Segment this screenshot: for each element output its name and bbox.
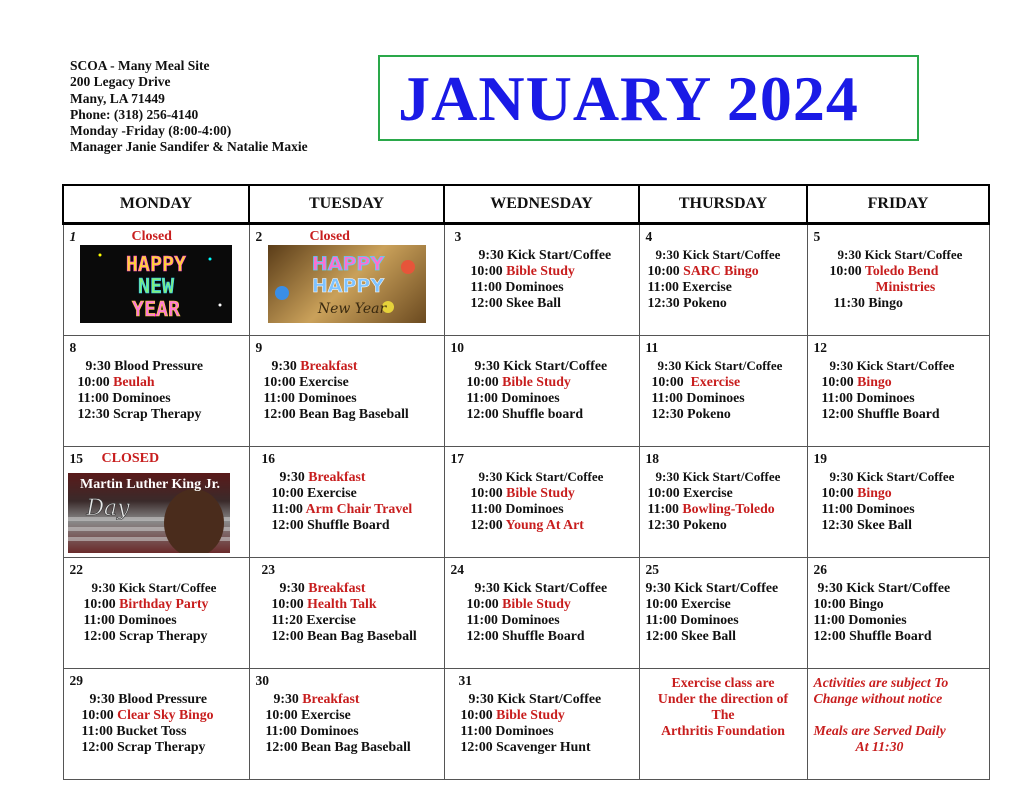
note-line: Exercise class are: [671, 675, 775, 690]
day-number: 2: [255, 229, 263, 244]
day-number: 12: [813, 340, 827, 355]
event-line: 12:00 Young At Art: [470, 517, 584, 532]
event-highlight: Bible Study: [506, 263, 575, 278]
note-line: Under the direction of: [657, 691, 789, 706]
day-number: 24: [450, 562, 464, 577]
weekday-thursday: THURSDAY: [639, 185, 807, 224]
event-highlight: Clear Sky Bingo: [117, 707, 214, 722]
event-line: 11:00 Bowling-Toledo: [647, 501, 775, 516]
note-line: The: [711, 707, 735, 722]
event-highlight: Bible Study: [502, 374, 571, 389]
event-line: 9:30 Breakfast: [273, 691, 360, 706]
day-cell: [639, 558, 807, 669]
event-line: 12:00 Shuffle Board: [821, 406, 940, 421]
event-line: 9:30 Kick Start/Coffee: [829, 469, 955, 484]
happy-new-year-image: [80, 245, 232, 323]
event-line: 9:30 Breakfast: [271, 358, 358, 373]
closed-label: CLOSED: [101, 451, 160, 466]
day-cell: [639, 224, 807, 336]
image-text-line: NEW: [137, 274, 174, 298]
event-line: 11:00 Dominoes: [470, 501, 564, 516]
image-text-line: HAPPY: [125, 252, 186, 276]
event-line: 10:00 Clear Sky Bingo: [81, 707, 214, 722]
event-line: 12:00 Skee Ball: [470, 295, 561, 310]
event-highlight: Bingo: [857, 374, 892, 389]
mlk-day-image: [68, 473, 230, 553]
event-line: 10:00 Exercise: [647, 485, 733, 500]
event-line: 12:30 Skee Ball: [821, 517, 912, 532]
day-cell: [63, 558, 249, 669]
event-line: 12:00 Bean Bag Baseball: [265, 739, 411, 754]
site-city: Many, LA 71449: [70, 90, 165, 106]
event-line: 9:30 Kick Start/Coffee: [829, 358, 955, 373]
event-line: 11:00 Dominoes: [265, 723, 359, 738]
day-cell: [444, 669, 639, 780]
day-number: 16: [261, 451, 275, 466]
day-number: 11: [645, 340, 659, 355]
event-line: 11:00 Dominoes: [263, 390, 357, 405]
event-highlight: Beulah: [113, 374, 155, 389]
event-highlight: Bingo: [857, 485, 892, 500]
event-line: 12:00 Shuffle board: [466, 406, 584, 421]
closed-label: Closed: [131, 229, 172, 244]
event-line: 12:30 Pokeno: [651, 406, 731, 421]
note-line: Arthritis Foundation: [661, 723, 785, 738]
site-hours: Monday -Friday (8:00-4:00): [70, 123, 232, 139]
event-highlight: SARC Bingo: [683, 263, 759, 278]
event-line: 10:00 Bible Study: [460, 707, 565, 722]
event-line: 10:00 Bingo: [813, 596, 884, 611]
event-highlight: Toledo Bend: [864, 263, 939, 278]
event-line: 12:00 Shuffle Board: [813, 628, 932, 643]
event-line: 9:30 Kick Start/Coffee: [837, 247, 963, 262]
day-number: 3: [454, 229, 462, 244]
day-number: 1: [69, 229, 77, 244]
notes-cell: [807, 669, 989, 780]
event-line: 12:00 Bean Bag Baseball: [271, 628, 417, 643]
event-line: 10:00 Beulah: [77, 374, 155, 389]
event-line: 11:30 Bingo: [833, 295, 903, 310]
event-line: 11:00 Dominoes: [645, 612, 739, 627]
event-line: 12:30 Scrap Therapy: [77, 406, 202, 421]
day-number: 5: [813, 229, 821, 244]
fireworks-graphic: [80, 245, 232, 323]
event-line: 11:00 Arm Chair Travel: [271, 501, 413, 516]
event-line: 12:00 Skee Ball: [645, 628, 736, 643]
event-line: 12:00 Bean Bag Baseball: [263, 406, 409, 421]
event-highlight: Bible Study: [506, 485, 575, 500]
event-highlight: Arm Chair Travel: [305, 501, 413, 516]
day-number: 31: [458, 673, 472, 688]
event-line: 9:30 Kick Start/Coffee: [657, 358, 783, 373]
event-line: 9:30 Kick Start/Coffee: [478, 469, 604, 484]
event-line: 11:00 Dominoes: [821, 390, 915, 405]
site-address: 200 Legacy Drive: [70, 74, 171, 90]
event-highlight: Breakfast: [308, 580, 366, 595]
event-line: 11:00 Dominoes: [651, 390, 745, 405]
event-line: 10:00 Birthday Party: [83, 596, 209, 611]
event-line: 10:00 Health Talk: [271, 596, 377, 611]
event-line: 9:30 Blood Pressure: [89, 691, 208, 706]
day-cell: [444, 336, 639, 447]
day-number: 9: [255, 340, 263, 355]
weekday-friday: FRIDAY: [807, 185, 989, 224]
event-line: 9:30 Kick Start/Coffee: [91, 580, 217, 595]
event-line: 9:30 Kick Start/Coffee: [655, 247, 781, 262]
event-line: 11:00 Dominoes: [77, 390, 171, 405]
day-number: 29: [69, 673, 83, 688]
event-line: 10:00 Exercise: [651, 374, 741, 389]
event-highlight: Birthday Party: [119, 596, 209, 611]
day-cell: [639, 447, 807, 558]
note-line: At 11:30: [855, 739, 904, 754]
weekday-monday: MONDAY: [63, 185, 249, 224]
day-cell: [807, 336, 989, 447]
event-line: 10:00 Bible Study: [470, 485, 575, 500]
event-line: 10:00 Bingo: [821, 374, 892, 389]
image-text-line: New Year: [317, 301, 386, 317]
event-line: 10:00 Bible Study: [466, 374, 571, 389]
site-manager: Manager Janie Sandifer & Natalie Maxie: [70, 139, 308, 155]
day-cell: [63, 336, 249, 447]
exercise-note: [640, 675, 807, 739]
event-highlight: Health Talk: [307, 596, 377, 611]
day-number: 23: [261, 562, 275, 577]
day-cell: [249, 669, 444, 780]
event-line: 9:30 Blood Pressure: [85, 358, 204, 373]
day-cell: [444, 224, 639, 336]
day-number: 15: [69, 451, 83, 466]
event-line: 11:00 Bucket Toss: [81, 723, 187, 738]
day-cell: [63, 224, 249, 336]
day-number: 4: [645, 229, 653, 244]
event-line: 12:30 Pokeno: [647, 295, 727, 310]
event-line: 11:00 Domonies: [813, 612, 907, 627]
image-text-line: HAPPY: [311, 253, 384, 275]
week-row: [63, 336, 989, 447]
notes-cell: [639, 669, 807, 780]
day-cell: [249, 447, 444, 558]
event-highlight: Bible Study: [502, 596, 571, 611]
event-line: 11:00 Dominoes: [466, 390, 560, 405]
event-line: 11:00 Dominoes: [821, 501, 915, 516]
day-cell: [444, 447, 639, 558]
day-number: 19: [813, 451, 827, 466]
note-line: Activities are subject To: [813, 675, 949, 690]
note-line: Change without notice: [813, 691, 943, 706]
site-info: [70, 58, 308, 156]
image-text-line: HAPPY: [311, 275, 384, 297]
day-cell: [63, 669, 249, 780]
week-row: [63, 447, 989, 558]
page-title: JANUARY 2024: [398, 63, 859, 134]
weekday-tuesday: TUESDAY: [249, 185, 444, 224]
event-highlight: Breakfast: [300, 358, 358, 373]
weekday-header-row: [63, 185, 989, 224]
event-line: 10:00 Bible Study: [470, 263, 575, 278]
event-line: 9:30 Kick Start/Coffee: [655, 469, 781, 484]
day-cell: [249, 224, 444, 336]
event-line: 12:00 Shuffle Board: [271, 517, 390, 532]
week-row: [63, 669, 989, 780]
image-text-line: YEAR: [131, 297, 180, 321]
activities-note: [814, 675, 949, 755]
day-cell: [444, 558, 639, 669]
event-line: 11:00 Dominoes: [83, 612, 177, 627]
event-line: 12:00 Shuffle Board: [466, 628, 585, 643]
event-line: 11:00 Exercise: [647, 279, 732, 294]
event-highlight: Ministries: [875, 279, 936, 294]
event-highlight: Exercise: [690, 374, 741, 389]
event-line: 10:00 Bible Study: [466, 596, 571, 611]
event-highlight: Bowling-Toledo: [682, 501, 775, 516]
event-line: 12:00 Scrap Therapy: [83, 628, 208, 643]
day-cell: [807, 447, 989, 558]
event-line: 10:00 Exercise: [263, 374, 349, 389]
event-line: 9:30 Kick Start/Coffee: [474, 580, 608, 595]
event-highlight: Breakfast: [308, 469, 366, 484]
balloons-graphic: [268, 245, 426, 323]
happy-new-year-image: [268, 245, 426, 323]
event-line: 11:20 Exercise: [271, 612, 356, 627]
day-number: 22: [69, 562, 83, 577]
day-cell: [249, 336, 444, 447]
day-cell: [807, 224, 989, 336]
day-cell: [63, 447, 249, 558]
event-line: 9:30 Breakfast: [279, 469, 366, 484]
mlk-graphic: [68, 473, 230, 553]
day-number: 26: [813, 562, 827, 577]
event-line: 11:00 Dominoes: [470, 279, 564, 294]
day-number: 8: [69, 340, 77, 355]
weekday-wednesday: WEDNESDAY: [444, 185, 639, 224]
event-line: 9:30 Kick Start/Coffee: [478, 247, 612, 262]
site-name: SCOA - Many Meal Site: [70, 58, 210, 73]
event-line: 9:30 Kick Start/Coffee: [468, 691, 602, 706]
day-number: 25: [645, 562, 659, 577]
image-text-line: Martin Luther King Jr.: [79, 477, 220, 492]
event-line: 9:30 Breakfast: [279, 580, 366, 595]
event-line: 12:00 Scavenger Hunt: [460, 739, 591, 754]
event-line: 9:30 Kick Start/Coffee: [645, 580, 779, 595]
event-line: 10:00 Bingo: [821, 485, 892, 500]
event-line: 9:30 Kick Start/Coffee: [817, 580, 951, 595]
event-line: 12:00 Scrap Therapy: [81, 739, 206, 754]
event-line: 11:00 Dominoes: [466, 612, 560, 627]
event-line: 11:00 Dominoes: [460, 723, 554, 738]
site-phone: Phone: (318) 256-4140: [70, 106, 199, 122]
closed-label: Closed: [309, 229, 350, 244]
day-number: 17: [450, 451, 464, 466]
image-text-line: Day: [85, 496, 130, 521]
event-line: 10:00 SARC Bingo: [647, 263, 759, 278]
event-line: 10:00 Toledo Bend: [829, 263, 939, 278]
event-line: 12:30 Pokeno: [647, 517, 727, 532]
event-highlight: Breakfast: [302, 691, 360, 706]
event-line: 10:00 Exercise: [265, 707, 351, 722]
day-cell: [807, 558, 989, 669]
event-line: 10:00 Exercise: [645, 596, 731, 611]
title-box: [378, 55, 919, 141]
event-line: 9:30 Kick Start/Coffee: [474, 358, 608, 373]
note-spacer: [814, 707, 949, 723]
calendar-table: [62, 184, 990, 780]
note-line: Meals are Served Daily: [813, 723, 946, 738]
week-row: [63, 224, 989, 336]
day-number: 18: [645, 451, 659, 466]
event-highlight: Bible Study: [496, 707, 565, 722]
day-number: 30: [255, 673, 269, 688]
day-cell: [639, 336, 807, 447]
day-number: 10: [450, 340, 464, 355]
week-row: [63, 558, 989, 669]
event-highlight: Young At Art: [505, 517, 584, 532]
event-line: 10:00 Exercise: [271, 485, 357, 500]
day-cell: [249, 558, 444, 669]
